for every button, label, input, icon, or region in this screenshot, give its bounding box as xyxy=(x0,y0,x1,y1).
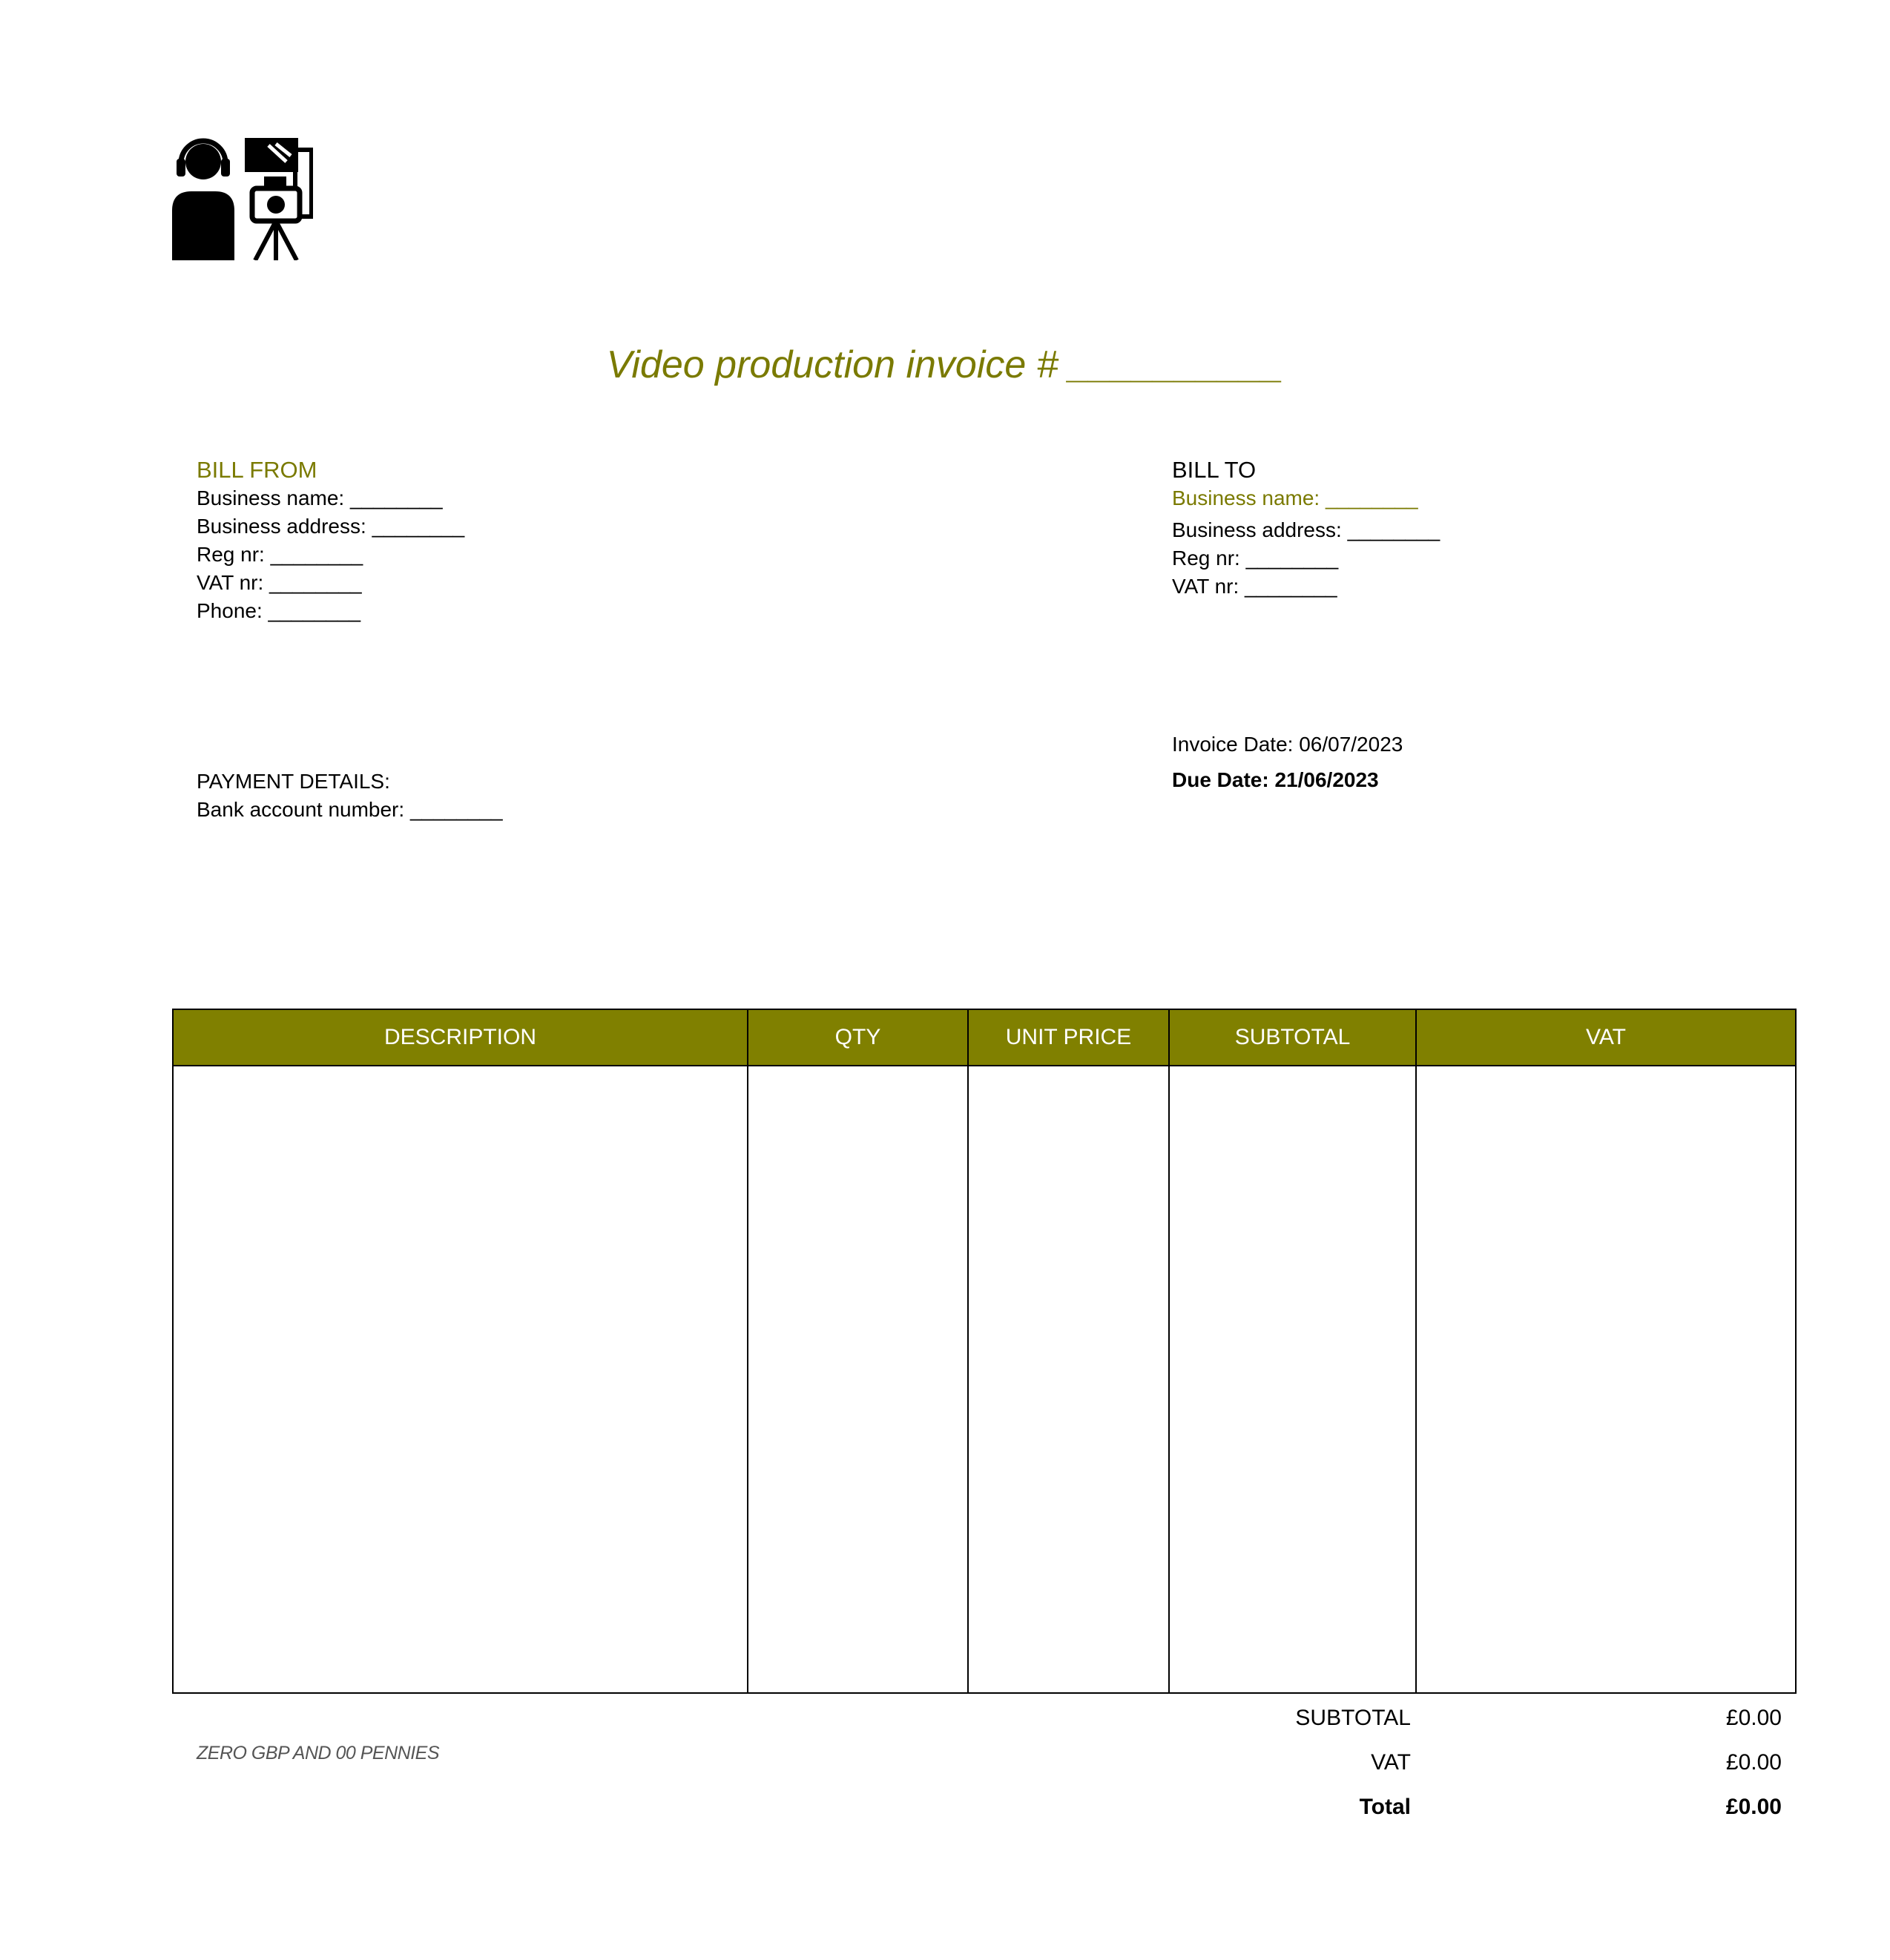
bill-to-section xyxy=(1172,456,1440,601)
column-header-description: DESCRIPTION xyxy=(173,1009,748,1066)
column-header-vat: VAT xyxy=(1416,1009,1796,1066)
column-header-unit-price: UNIT PRICE xyxy=(968,1009,1169,1066)
bill-from-heading: BILL FROM xyxy=(197,457,317,483)
invoice-title: Video production invoice # __________ xyxy=(606,343,1284,386)
bill-to-business-address: Business address: ________ xyxy=(1172,518,1440,541)
bill-from-reg-nr: Reg nr: ________ xyxy=(197,543,363,566)
bill-from-section xyxy=(197,456,464,625)
total-label: Total xyxy=(1359,1795,1411,1819)
table-header-row xyxy=(173,1009,1796,1066)
bill-to-business-name: Business name: ________ xyxy=(1172,486,1418,509)
vat-value: £0.00 xyxy=(1725,1750,1782,1775)
qty-cell[interactable] xyxy=(748,1066,968,1693)
bill-from-vat-nr: VAT nr: ________ xyxy=(197,571,362,594)
invoice-date: Invoice Date: 06/07/2023 xyxy=(1172,733,1403,756)
due-date: Due Date: 21/06/2023 xyxy=(1172,768,1379,791)
description-cell[interactable] xyxy=(173,1066,748,1693)
total-value: £0.00 xyxy=(1725,1795,1782,1819)
items-table xyxy=(172,1009,1797,1694)
bank-account-number: Bank account number: ________ xyxy=(197,798,503,821)
subtotal-label: SUBTOTAL xyxy=(1295,1706,1411,1730)
vat-cell[interactable] xyxy=(1416,1066,1796,1693)
column-header-qty: QTY xyxy=(748,1009,968,1066)
bill-from-phone: Phone: ________ xyxy=(197,599,361,622)
payment-details-heading: PAYMENT DETAILS: xyxy=(197,770,390,793)
bill-from-business-name: Business name: ________ xyxy=(197,486,443,509)
bill-to-vat-nr: VAT nr: ________ xyxy=(1172,575,1337,598)
vat-label: VAT xyxy=(1371,1750,1411,1775)
bill-to-heading: BILL TO xyxy=(1172,457,1257,483)
unit-price-cell[interactable] xyxy=(968,1066,1169,1693)
amount-in-words: ZERO GBP AND 00 PENNIES xyxy=(197,1743,440,1763)
table-row xyxy=(173,1066,1796,1693)
payment-details-section xyxy=(197,768,503,824)
bill-from-business-address: Business address: ________ xyxy=(197,515,465,538)
bill-to-reg-nr: Reg nr: ________ xyxy=(1172,547,1339,570)
dates-section xyxy=(1172,730,1403,794)
column-header-subtotal: SUBTOTAL xyxy=(1169,1009,1416,1066)
videographer-camera-icon xyxy=(172,131,313,260)
subtotal-cell[interactable] xyxy=(1169,1066,1416,1693)
subtotal-value: £0.00 xyxy=(1725,1706,1782,1730)
